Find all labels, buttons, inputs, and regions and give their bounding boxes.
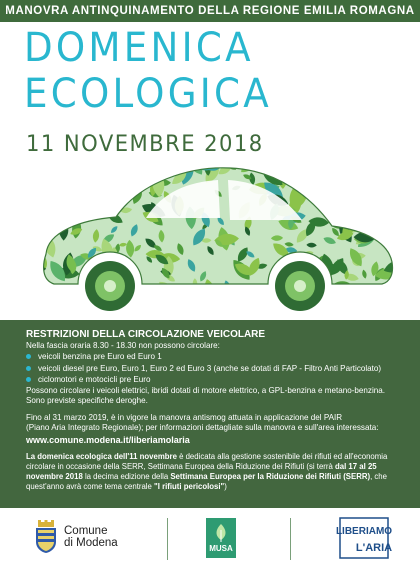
leaf-shape: [47, 174, 60, 190]
modena-line-1: Comune: [64, 525, 108, 537]
leaf-shape: [69, 171, 94, 191]
leaf-shape: [264, 160, 273, 167]
restriction-bullet: [26, 363, 406, 375]
bullet-dot-icon: [26, 354, 31, 359]
leaf-shape: [135, 287, 147, 294]
leaf-shape: [368, 194, 394, 216]
serr-bold-name: Settimana Europea per la Riduzione dei Rifiuti (SERR): [170, 471, 371, 481]
leaf-shape: [311, 152, 331, 176]
leaf-shape: [282, 157, 295, 170]
leaf-shape: [100, 172, 107, 185]
leaf-shape: [370, 178, 384, 188]
leaf-shape: [197, 159, 209, 169]
leaf-shape: [260, 289, 270, 299]
leaf-shape: [13, 200, 28, 212]
leaf-shape: [16, 227, 41, 248]
leaf-shape: [389, 196, 399, 202]
comune-modena-logo[interactable]: [34, 520, 144, 556]
leaf-shape: [68, 179, 77, 190]
leaf-shape: [36, 189, 47, 207]
leaf-shape: [60, 181, 71, 196]
serr-paragraph: [26, 452, 406, 492]
exemptions-text: Sono previste specifiche deroghe.: [26, 396, 148, 406]
leaf-shape: [296, 177, 309, 184]
leaf-shape: [348, 182, 357, 189]
leaf-shape: [184, 290, 194, 302]
leaf-shape: [45, 167, 57, 176]
leaf-shape: [48, 216, 55, 225]
restriction-bullet-text: veicoli benzina pre Euro ed Euro 1: [38, 352, 162, 362]
serr-bold-week: dal 17 al 25 novembre 2018: [26, 461, 377, 481]
leaf-shape: [54, 161, 66, 167]
serr-text-1: è dedicata alla gestione sostenibile dei rifiuti ed all'economia circolare in occasione della SERR, Settimana Europea della Riduzione dei Rifiuti (si terrà: [26, 451, 388, 471]
bullet-dot-icon: [26, 377, 31, 382]
leaf-shape: [15, 202, 30, 222]
leaf-shape: [19, 160, 44, 172]
liberiamo-line-1: LIBERIAMO: [335, 526, 393, 537]
leaf-shape: [44, 157, 59, 183]
modena-line-2: di Modena: [64, 537, 118, 549]
title-line-2: ECOLOGICA: [24, 71, 272, 117]
restriction-bullet: [26, 351, 406, 363]
modena-crest-icon: [34, 520, 58, 554]
leaf-shape: [126, 175, 137, 184]
pair-text-line-1: Fino al 31 marzo 2019, è in vigore la manovra antismog attuata in applicazione del PAIR: [26, 412, 343, 422]
leaf-shape: [286, 171, 309, 184]
leaf-shape: [395, 161, 404, 166]
serr-text-4: ): [224, 481, 227, 491]
leaf-shape: [379, 199, 387, 215]
restriction-bullet: [26, 374, 406, 386]
leaf-shape: [66, 192, 84, 201]
leaf-shape: [82, 182, 93, 196]
leaf-shape: [45, 198, 62, 212]
modena-name: [64, 525, 118, 549]
leaf-shape: [125, 180, 136, 187]
leaf-shape: [301, 186, 316, 196]
leaf-shape: [351, 207, 364, 213]
leaf-shape: [119, 157, 136, 167]
liberiamo-line-2: L'ARIA: [355, 542, 393, 554]
serr-bold-date: La domenica ecologica dell'11 novembre: [26, 451, 177, 461]
leaf-shape: [113, 193, 125, 207]
info-link[interactable]: www.comune.modena.it/liberiamolaria: [26, 434, 190, 445]
musa-logo[interactable]: [206, 518, 236, 558]
leaf-shape: [61, 175, 79, 199]
leaf-shape: [132, 167, 141, 176]
title-line-1: DOMENICA: [24, 25, 254, 71]
leaf-shape: [325, 170, 336, 185]
leaf-shape: [58, 170, 83, 188]
leaf-shape: [367, 180, 373, 192]
musa-label: MUSA: [209, 544, 233, 553]
car-wheel-rear: [275, 261, 325, 311]
restrictions-heading: RESTRIZIONI DELLA CIRCOLAZIONE VEICOLARE: [26, 329, 266, 340]
leaf-car-illustration: [20, 162, 400, 312]
leaf-shape: [54, 212, 66, 225]
leaf-shape: [347, 214, 365, 226]
leaf-shape: [91, 191, 108, 202]
leaf-shape: [331, 184, 343, 191]
leaf-shape: [211, 296, 217, 305]
leaf-shape: [26, 181, 37, 205]
leaf-shape: [378, 168, 394, 186]
footer-divider: [167, 518, 168, 560]
leaf-shape: [185, 159, 192, 168]
leaf-shape: [387, 158, 397, 168]
top-banner: MANOVRA ANTINQUINAMENTO DELLA REGIONE EMILIA ROMAGNA: [0, 0, 420, 22]
event-date: 11 NOVEMBRE 2018: [26, 132, 264, 157]
leaf-shape: [77, 179, 89, 186]
leaf-shape: [372, 197, 388, 220]
leaf-shape: [372, 167, 385, 183]
leaf-shape: [77, 157, 102, 181]
leaf-shape: [350, 217, 359, 227]
leaf-shape: [357, 169, 380, 187]
footer-divider: [290, 518, 291, 560]
leaf-shape: [376, 286, 400, 297]
car-wheel-front: [85, 261, 135, 311]
serr-text-3: , che quest'anno avrà come tema centrale: [26, 471, 387, 491]
leaf-shape: [367, 154, 381, 178]
leaf-shape: [70, 294, 80, 302]
restrictions-timeframe: Nella fascia oraria 8.30 - 18.30 non possono circolare:: [26, 341, 220, 350]
leaf-shape: [70, 204, 81, 213]
footer-logos: [0, 508, 420, 569]
leaf-shape: [140, 284, 152, 300]
leaf-shape: [336, 197, 345, 205]
leaf-shape: [15, 221, 28, 237]
leaf-shape: [79, 156, 95, 183]
leaf-shape: [99, 185, 115, 201]
restriction-bullet-text: veicoli diesel pre Euro, Euro 1, Euro 2 ed Euro 3 (anche se dotati di FAP - Filtro Anti Particolato): [38, 363, 382, 373]
serr-bold-theme: "I rifiuti pericolosi": [154, 481, 225, 491]
leaf-shape: [386, 213, 407, 239]
leaf-shape: [347, 218, 356, 225]
leaf-shape: [386, 208, 408, 235]
leaf-shape: [390, 250, 402, 259]
leaf-shape: [212, 291, 225, 305]
leaf-shape: [71, 167, 91, 183]
leaf-shape: [22, 173, 28, 187]
leaf-shape: [52, 179, 60, 183]
serr-text-2: la decima edizione della: [82, 471, 171, 481]
allowed-vehicles-text: Possono circolare i veicoli elettrici, ibridi dotati di motore elettrico, a GPL-benzina e metano-benzina.: [26, 385, 385, 395]
leaf-shape: [44, 188, 49, 199]
leaf-shape: [46, 162, 63, 175]
restrictions-panel: [0, 320, 420, 508]
leaf-shape: [382, 155, 393, 172]
restriction-bullet-text: ciclomotori e motocicli pre Euro: [38, 375, 151, 385]
leaf-shape: [25, 223, 37, 240]
bullet-dot-icon: [26, 366, 31, 371]
pair-text-line-2: (Piano Aria Integrato Regionale); per informazioni dettagliate sulla manovra e sull'area interessata:: [26, 423, 379, 433]
liberiamo-laria-logo[interactable]: [335, 518, 393, 558]
